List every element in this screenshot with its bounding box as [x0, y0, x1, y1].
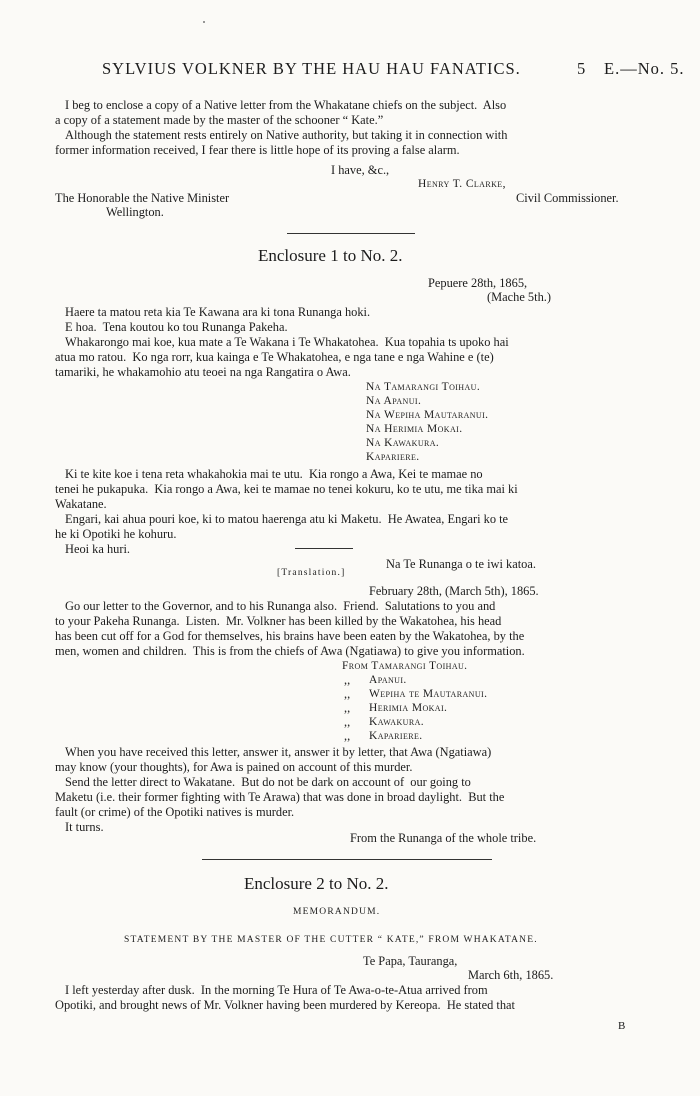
translation-signer: Wepiha te Mautaranui. — [369, 688, 488, 700]
page-number: 5 — [577, 59, 587, 78]
ditto-mark: ,, — [344, 715, 351, 729]
translation-line: to your Pakeha Runanga. Listen. Mr. Volkner has been killed by the Wakatohea, his head — [55, 614, 502, 628]
maori-line: E hoa. Tena koutou ko tou Runanga Pakeha. — [65, 320, 288, 334]
translation-signer: Kapariere. — [369, 730, 423, 742]
letter-date-alt: (Mache 5th.) — [487, 290, 551, 304]
maori-line: Haere ta matou reta kia Te Kawana ara ki tona Runanga hoki. — [65, 305, 371, 319]
translation-label: [Translation.] — [277, 568, 346, 578]
enclosure-1-heading: Enclosure 1 to No. 2. — [258, 246, 403, 265]
document-reference: E.—No. 5. — [604, 59, 685, 78]
translation-line: When you have received this letter, answer it, answer it by letter, that Awa (Ngatiawa) — [65, 745, 492, 759]
chief-signer: Na Tamarangi Toihau. — [366, 381, 481, 393]
statement-line: Opotiki, and brought news of Mr. Volkner having been murdered by Kereopa. He stated that — [55, 998, 515, 1012]
maori-line: tamariki, he whakamohio atu teoei na nga Rangatira o Awa. — [55, 365, 351, 379]
signer-title: Civil Commissioner. — [516, 191, 619, 205]
maori-line: atua mo ratou. Ko nga rorr, kua kainga e Te Whakatohea, e nga tane e nga Wahine e (te) — [55, 350, 494, 364]
translation-line: Send the letter direct to Wakatane. But do not be dark on account of our going to — [65, 775, 471, 789]
section-divider — [202, 859, 492, 860]
translation-date: February 28th, (March 5th), 1865. — [369, 584, 539, 598]
maori-line: Heoi ka huri. — [65, 542, 131, 556]
letter-date: Pepuere 28th, 1865, — [428, 276, 528, 290]
maori-line: Ki te kite koe i tena reta whakahokia mai te utu. Kia rongo a Awa, Kei te mamae no — [65, 467, 483, 481]
section-divider — [287, 233, 415, 234]
chief-signer: Na Herimia Mokai. — [366, 423, 463, 435]
maori-line: he ki Opotiki he kohuru. — [55, 527, 177, 541]
chief-signer: Na Wepiha Mautaranui. — [366, 409, 489, 421]
statement-title: STATEMENT BY THE MASTER OF THE CUTTER “ KATE,” FROM WHAKATANE. — [124, 935, 538, 945]
translation-line: Go our letter to the Governor, and to his Runanga also. Friend. Salutations to you and — [65, 599, 496, 613]
statement-date: March 6th, 1865. — [468, 968, 554, 982]
statement-line: I left yesterday after dusk. In the morning Te Hura of Te Awa-o-te-Atua arrived from — [65, 983, 488, 997]
chief-signer: Na Apanui. — [366, 395, 422, 407]
memorandum-label: MEMORANDUM. — [293, 907, 381, 917]
intro-line: I beg to enclose a copy of a Native letter from the Whakatane chiefs on the subject. Also — [65, 98, 507, 112]
salutation: I have, &c., — [331, 163, 390, 177]
chief-signer: Kapariere. — [366, 451, 420, 463]
translation-line: men, women and children. This is from the chiefs of Awa (Ngatiawa) to give you information. — [55, 644, 525, 658]
intro-line: former information received, I fear there is little hope of its proving a false alarm. — [55, 143, 460, 157]
print-speck — [203, 21, 205, 23]
addressee-place: Wellington. — [106, 205, 164, 219]
translation-line: It turns. — [65, 820, 104, 834]
translation-from-line: From the Runanga of the whole tribe. — [350, 831, 537, 845]
translation-line: Maketu (i.e. their former fighting with Te Arawa) that was done in broad daylight. But the — [55, 790, 505, 804]
translation-line: has been cut off for a God for themselves, his brains have been eaten by the Wakatohea, by the — [55, 629, 525, 643]
addressee: The Honorable the Native Minister — [55, 191, 230, 205]
intro-line: Although the statement rests entirely on Native authority, but taking it in connection with — [65, 128, 508, 142]
ditto-mark: ,, — [344, 701, 351, 715]
statement-place: Te Papa, Tauranga, — [363, 954, 458, 968]
maori-line: Engari, kai ahua pouri koe, ki to matou haerenga atu ki Maketu. He Awatea, Engari ko te — [65, 512, 509, 526]
translation-line: fault (or crime) of the Opotiki natives is murder. — [55, 805, 295, 819]
ditto-mark: ,, — [344, 673, 351, 687]
ditto-mark: ,, — [344, 729, 351, 743]
letter-from: Na Te Runanga o te iwi katoa. — [386, 557, 536, 571]
ditto-mark: ,, — [344, 687, 351, 701]
translation-from: From Tamarangi Toihau. — [342, 660, 468, 672]
translation-signer: Herimia Mokai. — [369, 702, 448, 714]
running-title: SYLVIUS VOLKNER BY THE HAU HAU FANATICS. — [102, 59, 521, 78]
translation-line: may know (your thoughts), for Awa is pained on account of this murder. — [55, 760, 413, 774]
intro-line: a copy of a statement made by the master of the schooner “ Kate.” — [55, 113, 384, 127]
maori-line: tenei he pukapuka. Kia rongo a Awa, kei te mamae no tenei kokuru, ko te utu, me tika mai ki — [55, 482, 518, 496]
signature-mark: B — [618, 1020, 626, 1032]
enclosure-2-heading: Enclosure 2 to No. 2. — [244, 874, 389, 893]
maori-line: Whakarongo mai koe, kua mate a Te Wakana i Te Whakatohea. Kua topahia ts upoko hai — [65, 335, 509, 349]
maori-line: Wakatane. — [55, 497, 107, 511]
translation-signer: Apanui. — [369, 674, 407, 686]
chief-signer: Na Kawakura. — [366, 437, 440, 449]
translation-signer: Kawakura. — [369, 716, 425, 728]
section-divider — [295, 548, 353, 549]
signer-name: Henry T. Clarke, — [418, 178, 506, 190]
